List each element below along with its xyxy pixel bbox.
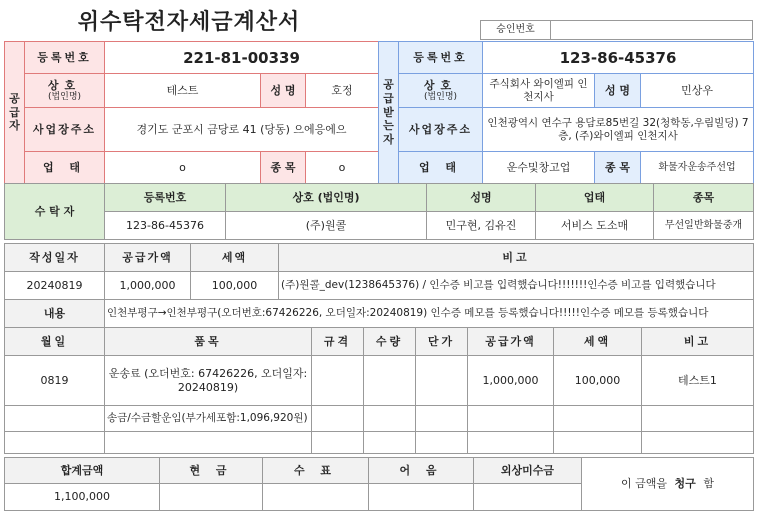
supply-header: 공급가액	[105, 244, 191, 272]
item-supply	[468, 432, 554, 454]
buyer-ceo: 민상우	[641, 74, 754, 108]
remark-header: 비고	[279, 244, 754, 272]
buyer-addr-label: 사업장주소	[399, 108, 483, 152]
item-spec	[312, 356, 364, 406]
approval-value	[551, 21, 753, 40]
check-header: 수 표	[263, 458, 369, 484]
item-tax: 100,000	[554, 356, 642, 406]
note-amount	[369, 484, 474, 511]
item-unit-price	[416, 356, 468, 406]
supplier-name: 테스트	[105, 74, 261, 108]
memo-text: 인천부평구→인천부평구(오더번호:67426226, 오더일자:20240819) 인수증 메모를 등록했습니다!!!!!인수증 메모를 등록했습니다	[105, 300, 754, 328]
supplier-reg-no: 221-81-00339	[105, 42, 379, 74]
table-row	[5, 356, 754, 406]
items-header-supply: 공급가액	[468, 328, 554, 356]
item-tax	[554, 432, 642, 454]
item-remark	[642, 406, 754, 432]
item-date	[5, 432, 105, 454]
totals-table	[4, 457, 754, 511]
item-supply: 1,000,000	[468, 356, 554, 406]
items-header-qty: 수량	[364, 328, 416, 356]
total-amount: 1,100,000	[5, 484, 160, 511]
item-date	[5, 406, 105, 432]
buyer-reg-label: 등록번호	[399, 42, 483, 74]
buyer-type-label: 업 태	[399, 152, 483, 184]
trustee-header: 상호 (법인명)	[226, 184, 427, 212]
supplier-type: o	[105, 152, 261, 184]
trustee-reg-no: 123-86-45376	[105, 212, 226, 240]
item-remark	[642, 432, 754, 454]
summary-table	[4, 243, 754, 328]
supplier-addr: 경기도 군포시 금당로 41 (당동) 으에응에으	[105, 108, 379, 152]
item-supply	[468, 406, 554, 432]
supplier-ceo-label: 성 명	[261, 74, 306, 108]
note-header: 어 음	[369, 458, 474, 484]
buyer-name: 주식회사 와이엘피 인천지사	[483, 74, 595, 108]
item-unit-price	[416, 432, 468, 454]
trustee-ceo: 민구현, 김유진	[427, 212, 536, 240]
supplier-item-label: 종 목	[261, 152, 306, 184]
trustee-side-label: 수 탁 자	[5, 184, 105, 240]
buyer-type: 운수및창고업	[483, 152, 595, 184]
buyer-name-label: 상호 (법인명)	[399, 74, 483, 108]
trustee-header: 업태	[536, 184, 654, 212]
supplier-addr-label: 사업장주소	[25, 108, 105, 152]
item-tax	[554, 406, 642, 432]
buyer-side-label: 공급받는자	[379, 42, 399, 184]
claim-statement: 이 금액을 청구 함	[582, 458, 754, 511]
supplier-table	[4, 41, 379, 184]
items-header-product: 품목	[105, 328, 312, 356]
trustee-header: 종목	[654, 184, 754, 212]
buyer-table	[378, 41, 754, 184]
tax-amount: 100,000	[191, 272, 279, 300]
buyer-ceo-label: 성 명	[595, 74, 641, 108]
item-product	[105, 432, 312, 454]
items-header-tax: 세액	[554, 328, 642, 356]
memo-label: 내용	[5, 300, 105, 328]
items-table	[4, 327, 754, 454]
table-row	[5, 406, 754, 432]
items-header-spec: 규격	[312, 328, 364, 356]
supplier-reg-label: 등록번호	[25, 42, 105, 74]
cash-header: 현 금	[160, 458, 263, 484]
credit-amount	[474, 484, 582, 511]
item-product: 운송료 (오더번호: 67426226, 오더일자: 20240819)	[105, 356, 312, 406]
supplier-side-label: 공급자	[5, 42, 25, 184]
trustee-name: (주)원콜	[226, 212, 427, 240]
remark-text: (주)원콜_dev(1238645376) / 인수증 비고를 입력했습니다!!!!!!!인수증 비고를 입력했습니다	[279, 272, 754, 300]
tax-header: 세액	[191, 244, 279, 272]
items-header-date: 월일	[5, 328, 105, 356]
item-qty	[364, 406, 416, 432]
supplier-name-label: 상호 (법인명)	[25, 74, 105, 108]
approval-number-table	[480, 20, 753, 40]
page-title: 위수탁전자세금계산서	[77, 10, 301, 35]
trustee-type: 서비스 도소매	[536, 212, 654, 240]
supplier-ceo: 호정	[306, 74, 379, 108]
issue-date: 20240819	[5, 272, 105, 300]
buyer-item-label: 종 목	[595, 152, 641, 184]
buyer-item: 화물자운송주선업	[641, 152, 754, 184]
trustee-item: 무선일반화물중개	[654, 212, 754, 240]
items-header-unit-price: 단가	[416, 328, 468, 356]
item-spec	[312, 432, 364, 454]
cash-amount	[160, 484, 263, 511]
check-amount	[263, 484, 369, 511]
date-header: 작성일자	[5, 244, 105, 272]
trustee-header: 성명	[427, 184, 536, 212]
approval-label: 승인번호	[481, 21, 551, 40]
supplier-item: o	[306, 152, 379, 184]
item-remark: 테스트1	[642, 356, 754, 406]
item-qty	[364, 432, 416, 454]
supplier-type-label: 업 태	[25, 152, 105, 184]
trustee-table	[4, 183, 754, 240]
trustee-header: 등록번호	[105, 184, 226, 212]
item-product: 송금/수금할운임(부가세포함:1,096,920원)	[105, 406, 312, 432]
item-spec	[312, 406, 364, 432]
buyer-reg-no: 123-86-45376	[483, 42, 754, 74]
supply-amount: 1,000,000	[105, 272, 191, 300]
item-date: 0819	[5, 356, 105, 406]
items-header-remark: 비고	[642, 328, 754, 356]
table-row	[5, 432, 754, 454]
total-header: 합계금액	[5, 458, 160, 484]
buyer-addr: 인천광역시 연수구 용담로85번길 32(청학동,우림빌딩) 7층, (주)와이엘피 인천지사	[483, 108, 754, 152]
item-unit-price	[416, 406, 468, 432]
item-qty	[364, 356, 416, 406]
credit-header: 외상미수금	[474, 458, 582, 484]
